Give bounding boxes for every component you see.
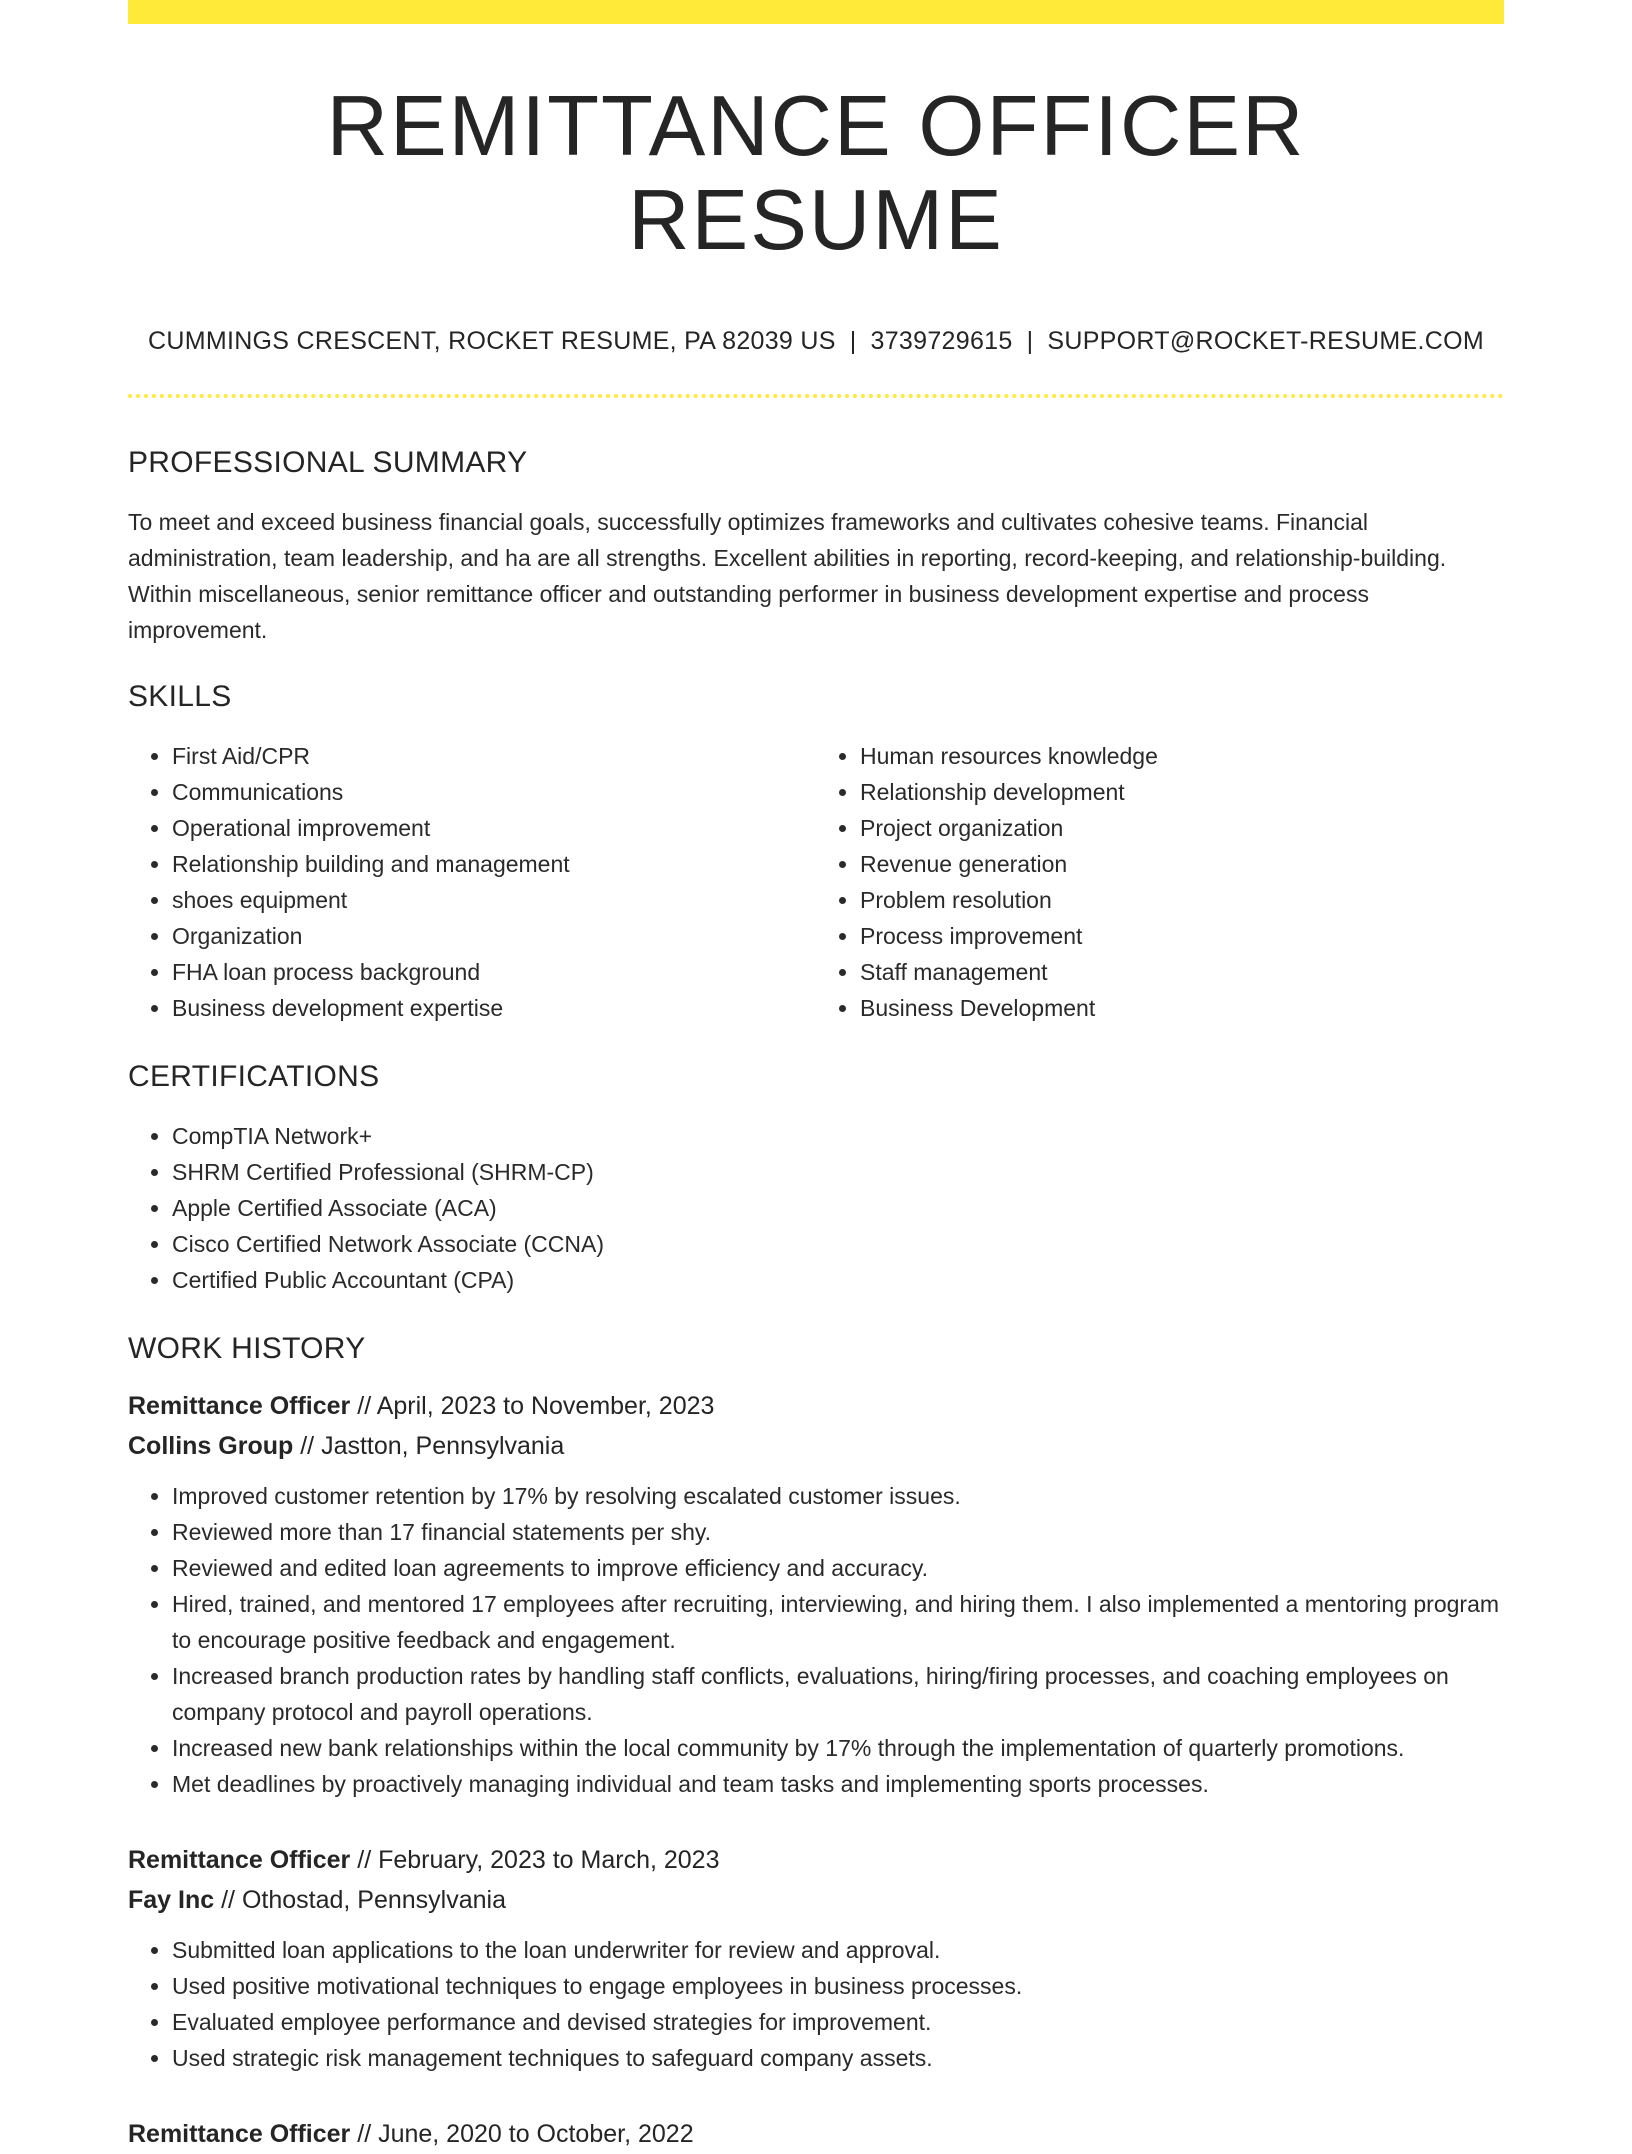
work-history-heading: WORK HISTORY — [128, 1332, 366, 1365]
certification-item: • Certified Public Accountant (CPA) — [172, 1262, 1504, 1298]
skill-item: • Operational improvement — [172, 810, 816, 846]
job-title-line — [128, 1840, 1504, 1880]
top-accent-bar — [128, 0, 1504, 24]
job-role: Remittance Officer — [128, 1846, 351, 1874]
job-bullets — [128, 1932, 1504, 2076]
certifications-list — [128, 1118, 1504, 1298]
skill-item: • Relationship building and management — [172, 846, 816, 882]
contact-separator: | — [1026, 327, 1034, 355]
skill-item: • Human resources knowledge — [860, 738, 1504, 774]
page-title: REMITTANCE OFFICER RESUME — [326, 79, 1306, 268]
resume-page — [128, 0, 1504, 2154]
skill-item: • First Aid/CPR — [172, 738, 816, 774]
job-role: Remittance Officer — [128, 1392, 351, 1420]
skills-list-right — [816, 738, 1504, 1026]
skills-heading: SKILLS — [128, 680, 232, 713]
skill-item: • Process improvement — [860, 918, 1504, 954]
job-location: // Othostad, Pennsylvania — [214, 1886, 506, 1914]
summary-text: To meet and exceed business financial goals, successfully optimizes frameworks and cultivates cohesive teams. Financial administration, team leadership, and ha are all strengths. Excellent abilities in reporting, record-keeping, and relationship-building. Within miscellaneous, senior remittance officer and outstanding performer in business development expertise and process improvement. — [128, 509, 1447, 643]
job-company: Collins Group — [128, 1432, 294, 1460]
skill-item: • FHA loan process background — [172, 954, 816, 990]
skill-item: • Organization — [172, 918, 816, 954]
skills-list-left — [128, 738, 816, 1026]
certification-item: • CompTIA Network+ — [172, 1118, 1504, 1154]
summary-heading: PROFESSIONAL SUMMARY — [128, 446, 528, 479]
dotted-divider — [128, 394, 1504, 398]
job-bullet: • Improved customer retention by 17% by resolving escalated customer issues. — [172, 1478, 1504, 1514]
skill-item: • Communications — [172, 774, 816, 810]
skill-item: • Business development expertise — [172, 990, 816, 1026]
certification-item: • Cisco Certified Network Associate (CCNA) — [172, 1226, 1504, 1262]
job-bullets — [128, 1478, 1504, 1802]
contact-separator: | — [849, 327, 857, 355]
skill-item: • Revenue generation — [860, 846, 1504, 882]
job-bullet: • Increased new bank relationships within the local community by 17% through the implementation of quarterly promotions. — [172, 1730, 1504, 1766]
certification-item: • SHRM Certified Professional (SHRM-CP) — [172, 1154, 1504, 1190]
job-bullet: • Reviewed and edited loan agreements to improve efficiency and accuracy. — [172, 1550, 1504, 1586]
job-bullet: • Used positive motivational techniques to engage employees in business processes. — [172, 1968, 1504, 2004]
skills-columns — [128, 738, 1504, 1026]
skill-item: • Problem resolution — [860, 882, 1504, 918]
job-role: Remittance Officer — [128, 2120, 351, 2148]
job-bullet: • Submitted loan applications to the loan underwriter for review and approval. — [172, 1932, 1504, 1968]
job-dates: // June, 2020 to October, 2022 — [350, 2120, 694, 2148]
job-location: // Jastton, Pennsylvania — [293, 1432, 565, 1460]
job-bullet: • Hired, trained, and mentored 17 employees after recruiting, interviewing, and hiring them. I also implemented a mentoring program to encourage positive feedback and engagement. — [172, 1586, 1504, 1658]
contact-email: SUPPORT@ROCKET-RESUME.COM — [1047, 327, 1484, 355]
skill-item: • Staff management — [860, 954, 1504, 990]
job-title-line — [128, 2114, 1504, 2154]
certifications-heading: CERTIFICATIONS — [128, 1060, 380, 1093]
job-company: Fay Inc — [128, 1886, 215, 1914]
contact-address: CUMMINGS CRESCENT, ROCKET RESUME, PA 82039 US — [147, 327, 836, 355]
job-bullet: • Increased branch production rates by handling staff conflicts, evaluations, hiring/firing processes, and coaching employees on company protocol and payroll operations. — [172, 1658, 1504, 1730]
skill-item: • Business Development — [860, 990, 1504, 1026]
job-bullet: • Reviewed more than 17 financial statements per shy. — [172, 1514, 1504, 1550]
job-company-line — [128, 1426, 1504, 1466]
job-bullet: • Met deadlines by proactively managing individual and team tasks and implementing sports processes. — [172, 1766, 1504, 1802]
job-dates: // April, 2023 to November, 2023 — [350, 1392, 715, 1420]
job-company-line — [128, 1880, 1504, 1920]
job-bullet: • Evaluated employee performance and devised strategies for improvement. — [172, 2004, 1504, 2040]
skill-item: • Project organization — [860, 810, 1504, 846]
certification-item: • Apple Certified Associate (ACA) — [172, 1190, 1504, 1226]
skill-item: • shoes equipment — [172, 882, 816, 918]
job-bullet: • Used strategic risk management techniques to safeguard company assets. — [172, 2040, 1504, 2076]
job-dates: // February, 2023 to March, 2023 — [350, 1846, 720, 1874]
contact-line — [128, 327, 1504, 356]
skill-item: • Relationship development — [860, 774, 1504, 810]
contact-phone: 3739729615 — [870, 327, 1013, 355]
job-title-line — [128, 1386, 1504, 1426]
